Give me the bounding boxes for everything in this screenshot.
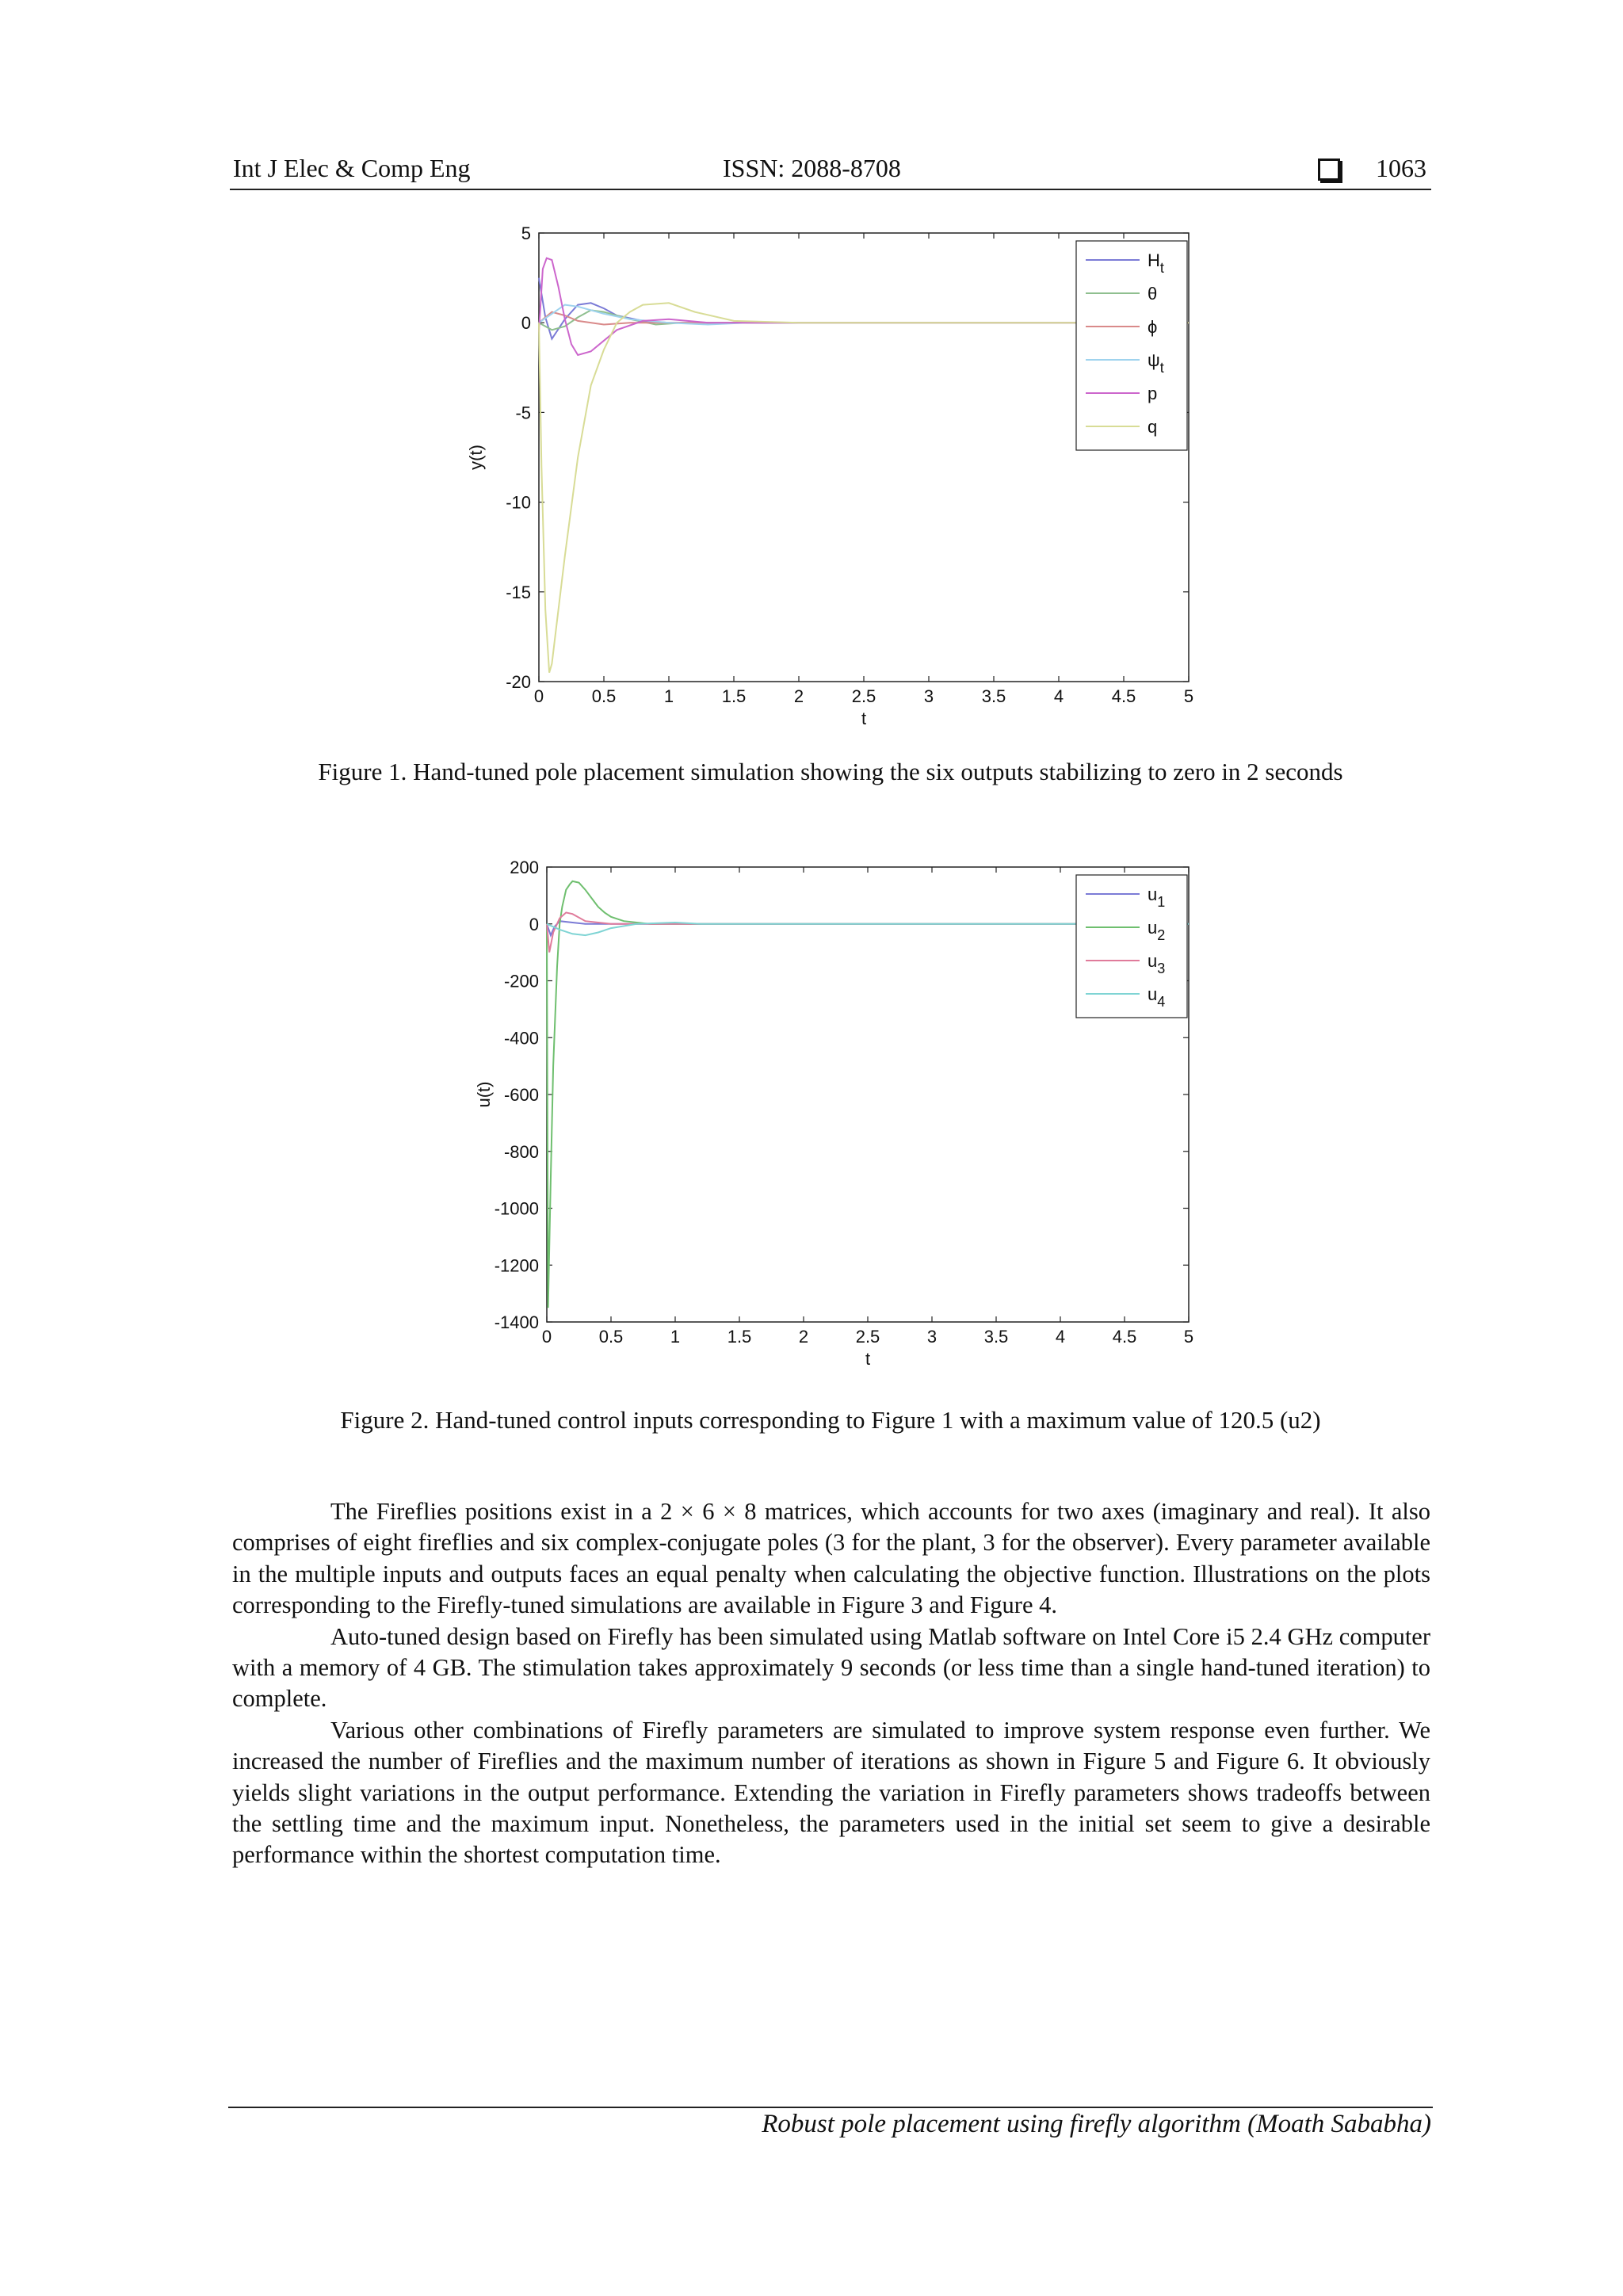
page-header xyxy=(230,154,1431,190)
page-number: 1063 xyxy=(1376,154,1426,182)
x-tick-label: 5 xyxy=(1183,1327,1194,1347)
x-tick-label: 4.5 xyxy=(1112,1327,1137,1347)
legend-label: $u_1$ xyxy=(1148,884,1166,910)
paragraph-1: The Fireflies positions exist in a 2 × 6 × 8 matrices, which accounts for two axes (imaginary and real). It also comprises of eight fireflies and six complex-conjugate poles (3 for the plant, 3 for the observer). Every parameter available in the multiple inputs and outputs faces an equal penalty when calculating the objective function. Illustrations on the plots corresponding to the Firefly-tuned simulations are available in Figure 3 and Figure 4. xyxy=(232,1498,1430,1619)
y-tick-label: -1200 xyxy=(494,1255,539,1276)
legend-label: ϕ xyxy=(1148,317,1158,337)
x-tick-label: 1 xyxy=(670,1327,681,1347)
y-tick-label: 5 xyxy=(521,223,531,243)
journal-name: Int J Elec & Comp Eng xyxy=(233,154,471,182)
checkbox-square-icon xyxy=(1318,159,1340,181)
y-axis-label: u(t) xyxy=(474,1081,494,1108)
issn: ISSN: 2088-8708 xyxy=(723,154,901,182)
y-tick-label: -400 xyxy=(503,1028,539,1049)
y-tick-label: -1400 xyxy=(494,1312,539,1332)
y-tick-label: 0 xyxy=(521,313,531,334)
x-tick-label: 1.5 xyxy=(721,686,747,706)
x-tick-label: 3 xyxy=(926,1327,938,1347)
y-tick-label: 200 xyxy=(510,858,539,877)
y-tick-label: -15 xyxy=(506,582,531,602)
figure-2-chart xyxy=(444,854,1220,1377)
x-tick-label: 2.5 xyxy=(855,1327,880,1347)
paragraph-2: Auto-tuned design based on Firefly has been simulated using Matlab software on Intel Core i5 2.4 GHz computer with a memory of 4 GB. The stimulation takes approximately 9 seconds (or less time than a single hand-tuned iteration) to complete. xyxy=(232,1622,1430,1713)
y-tick-label: 0 xyxy=(529,914,539,934)
x-tick-label: 4 xyxy=(1055,1327,1066,1347)
x-tick-label: 2 xyxy=(793,686,804,706)
x-tick-label: 3.5 xyxy=(981,686,1006,706)
x-tick-label: 3 xyxy=(923,686,934,706)
x-tick-label: 3.5 xyxy=(983,1327,1009,1347)
legend-box xyxy=(1076,241,1187,450)
y-tick-label: -200 xyxy=(503,971,539,991)
x-tick-label: 0 xyxy=(541,1327,552,1347)
body-text xyxy=(232,1496,1430,1871)
x-tick-label: 0.5 xyxy=(598,1327,624,1347)
legend-label: p xyxy=(1148,384,1158,403)
x-tick-label: 0 xyxy=(533,686,544,706)
x-tick-label: 0.5 xyxy=(591,686,617,706)
legend-label: θ xyxy=(1148,284,1158,304)
legend-label: $\psi_t$ xyxy=(1148,350,1164,376)
x-tick-label: 2.5 xyxy=(851,686,876,706)
footer-citation: Robust pole placement using firefly algorithm (Moath Sababha) xyxy=(762,2110,1431,2138)
legend-label: q xyxy=(1148,417,1158,437)
figure-1-caption: Figure 1. Hand-tuned pole placement simulation showing the six outputs stabilizing to zero in 2 seconds xyxy=(318,758,1343,785)
x-tick-label: 4 xyxy=(1053,686,1064,706)
x-tick-label: 5 xyxy=(1183,686,1194,706)
x-tick-label: 1 xyxy=(663,686,674,706)
y-axis-label: y(t) xyxy=(466,445,486,470)
legend-label: $H_t$ xyxy=(1148,250,1164,276)
x-axis-label: t xyxy=(865,1349,871,1369)
legend-box xyxy=(1076,875,1187,1018)
paragraph-3: Various other combinations of Firefly parameters are simulated to improve system response even further. We increased the number of Fireflies and the maximum number of iterations as shown in Figure 5 and Figure 6. It obviously yields slight variations in the output performance. Extending the variation in Firefly parameters shows tradeoffs between the settling time and the maximum input. Nonetheless, the parameters used in the initial set seem to give a desirable performance within the shortest computation time. xyxy=(232,1716,1430,1869)
y-tick-label: -10 xyxy=(506,492,531,513)
y-tick-label: -20 xyxy=(506,672,531,692)
figure-2-caption: Figure 2. Hand-tuned control inputs corresponding to Figure 1 with a maximum value of 120.5 (u2) xyxy=(340,1406,1321,1434)
x-tick-label: 4.5 xyxy=(1111,686,1136,706)
legend-label: $u_2$ xyxy=(1148,918,1166,943)
y-tick-label: -600 xyxy=(503,1085,539,1105)
x-axis-label: t xyxy=(861,709,867,728)
x-tick-label: 1.5 xyxy=(727,1327,752,1347)
x-tick-label: 2 xyxy=(798,1327,809,1347)
y-tick-label: -5 xyxy=(515,403,531,423)
y-tick-label: -800 xyxy=(503,1141,539,1162)
footer-rule xyxy=(228,2107,1433,2108)
figure-1-chart xyxy=(444,222,1220,737)
y-tick-label: -1000 xyxy=(494,1198,539,1219)
legend-label: $u_3$ xyxy=(1148,951,1166,976)
legend-label: $u_4$ xyxy=(1148,984,1166,1010)
